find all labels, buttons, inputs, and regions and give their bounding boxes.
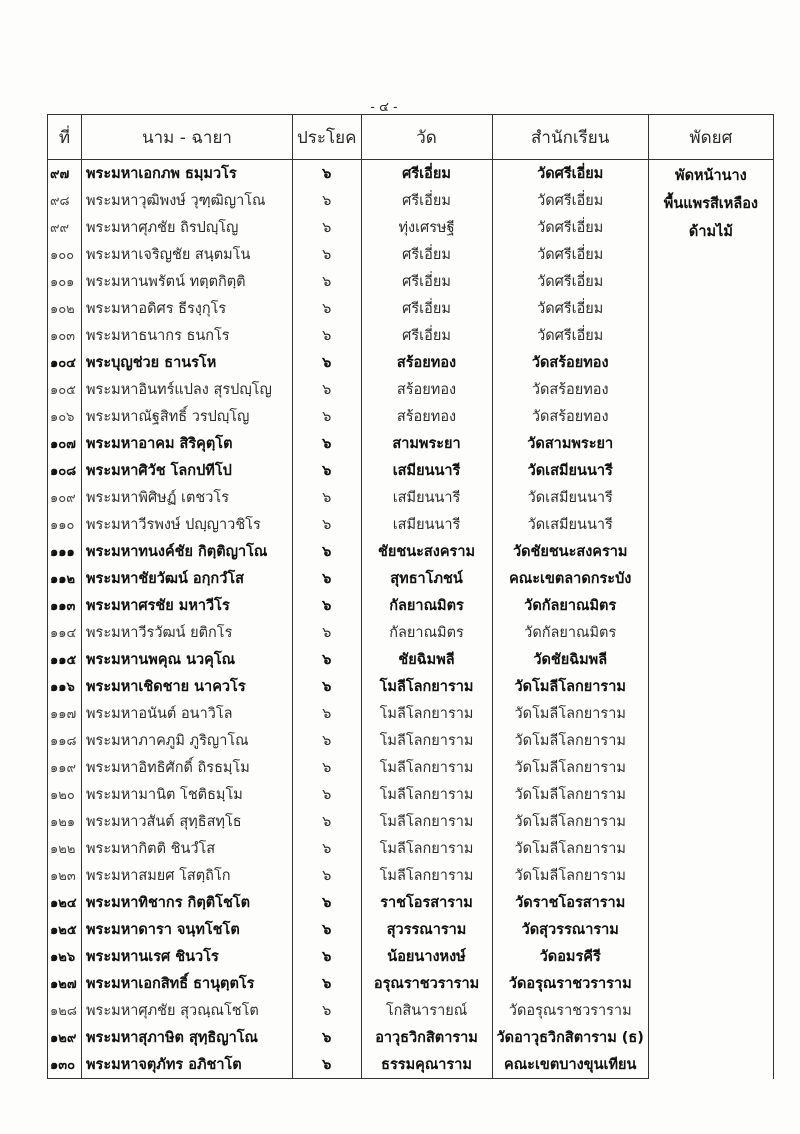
school: วัดโมลีโลกยาราม bbox=[492, 808, 648, 835]
row-number: ๑๑๕ bbox=[48, 646, 82, 673]
temple: สร้อยทอง bbox=[361, 349, 492, 376]
temple: สุวรรณาราม bbox=[361, 916, 492, 943]
monk-name: พระมหานพคุณ นวคุโณ bbox=[82, 646, 293, 673]
row-number: ๑๑๓ bbox=[48, 592, 82, 619]
level: ๖ bbox=[293, 295, 362, 322]
monk-name: พระมหาอาคม สิริคุตฺโต bbox=[82, 430, 293, 457]
row-number: ๑๐๕ bbox=[48, 376, 82, 403]
row-number: ๙๘ bbox=[48, 187, 82, 214]
header-name: นาม - ฉายา bbox=[82, 115, 293, 160]
level: ๖ bbox=[293, 268, 362, 295]
temple: สร้อยทอง bbox=[361, 403, 492, 430]
level: ๖ bbox=[293, 160, 362, 188]
monk-name: พระมหาศิวัช โลกปทีโป bbox=[82, 457, 293, 484]
temple: ชัยฉิมพลี bbox=[361, 646, 492, 673]
row-number: ๑๒๑ bbox=[48, 808, 82, 835]
row-number: ๑๒๖ bbox=[48, 943, 82, 970]
row-number: ๑๑๒ bbox=[48, 565, 82, 592]
monk-name: พระมหาศุภชัย ถิรปญฺโญ bbox=[82, 214, 293, 241]
row-number: ๑๐๓ bbox=[48, 322, 82, 349]
temple: โมลีโลกยาราม bbox=[361, 700, 492, 727]
monk-name: พระมหากิตติ ชินวํโส bbox=[82, 835, 293, 862]
level: ๖ bbox=[293, 376, 362, 403]
page-number: - ๔ - bbox=[370, 100, 398, 115]
level: ๖ bbox=[293, 727, 362, 754]
school: วัดศรีเอี่ยม bbox=[492, 322, 648, 349]
school: วัดโมลีโลกยาราม bbox=[492, 754, 648, 781]
temple: เสมียนนารี bbox=[361, 484, 492, 511]
monk-name: พระมหาภาคภูมิ ภูริญาโณ bbox=[82, 727, 293, 754]
school: วัดชัยชนะสงคราม bbox=[492, 538, 648, 565]
monk-name: พระมหาวีรวัฒน์ ยติกโร bbox=[82, 619, 293, 646]
temple: โมลีโลกยาราม bbox=[361, 808, 492, 835]
fan-note bbox=[648, 160, 773, 1079]
school: วัดโมลีโลกยาราม bbox=[492, 862, 648, 889]
monk-name: พระมหาดารา จนฺทโชโต bbox=[82, 916, 293, 943]
level: ๖ bbox=[293, 349, 362, 376]
temple: ศรีเอี่ยม bbox=[361, 268, 492, 295]
level: ๖ bbox=[293, 322, 362, 349]
school: วัดอรุณราชวราราม bbox=[492, 997, 648, 1024]
school: วัดอาวุธวิกสิตาราม (ธ) bbox=[492, 1024, 648, 1051]
temple: ศรีเอี่ยม bbox=[361, 160, 492, 188]
temple: อรุณราชวราราม bbox=[361, 970, 492, 997]
temple: สุทธาโภชน์ bbox=[361, 565, 492, 592]
row-number: ๑๑๖ bbox=[48, 673, 82, 700]
school: วัดราชโอรสาราม bbox=[492, 889, 648, 916]
monk-name: พระมหาศรชัย มหาวีโร bbox=[82, 592, 293, 619]
temple: โมลีโลกยาราม bbox=[361, 781, 492, 808]
school: วัดศรีเอี่ยม bbox=[492, 268, 648, 295]
level: ๖ bbox=[293, 538, 362, 565]
row-number: ๙๙ bbox=[48, 214, 82, 241]
level: ๖ bbox=[293, 430, 362, 457]
level: ๖ bbox=[293, 835, 362, 862]
level: ๖ bbox=[293, 565, 362, 592]
monk-name: พระมหานเรศ ชินวโร bbox=[82, 943, 293, 970]
level: ๖ bbox=[293, 646, 362, 673]
level: ๖ bbox=[293, 808, 362, 835]
monk-name: พระมหาอดิศร ธีรงฺกุโร bbox=[82, 295, 293, 322]
school: วัดกัลยาณมิตร bbox=[492, 592, 648, 619]
level: ๖ bbox=[293, 889, 362, 916]
school: วัดเสมียนนารี bbox=[492, 511, 648, 538]
level: ๖ bbox=[293, 592, 362, 619]
school: วัดสุวรรณาราม bbox=[492, 916, 648, 943]
row-number: ๑๑๔ bbox=[48, 619, 82, 646]
monk-name: พระมหาวสันต์ สุทฺธิสทฺโธ bbox=[82, 808, 293, 835]
row-number: ๑๒๕ bbox=[48, 916, 82, 943]
temple: โมลีโลกยาราม bbox=[361, 835, 492, 862]
monk-name: พระมหาสุภาษิต สุทฺธิญาโณ bbox=[82, 1024, 293, 1051]
level: ๖ bbox=[293, 1024, 362, 1051]
level: ๖ bbox=[293, 619, 362, 646]
fan-note-line: พื้นแพรสีเหลือง bbox=[663, 196, 758, 212]
row-number: ๑๒๙ bbox=[48, 1024, 82, 1051]
level: ๖ bbox=[293, 997, 362, 1024]
header-temple: วัด bbox=[361, 115, 492, 160]
temple: ราชโอรสาราม bbox=[361, 889, 492, 916]
level: ๖ bbox=[293, 187, 362, 214]
monk-name: พระมหาอิทธิศักดิ์ ถิรธมฺโม bbox=[82, 754, 293, 781]
row-number: ๑๒๔ bbox=[48, 889, 82, 916]
monk-name: พระมหาอนันต์ อนาวิโล bbox=[82, 700, 293, 727]
monk-list-table bbox=[47, 114, 774, 1079]
row-number: ๑๒๐ bbox=[48, 781, 82, 808]
school: วัดเสมียนนารี bbox=[492, 457, 648, 484]
temple: โมลีโลกยาราม bbox=[361, 673, 492, 700]
school: วัดโมลีโลกยาราม bbox=[492, 673, 648, 700]
row-number: ๑๑๐ bbox=[48, 511, 82, 538]
level: ๖ bbox=[293, 403, 362, 430]
row-number: ๑๑๙ bbox=[48, 754, 82, 781]
row-number: ๑๐๙ bbox=[48, 484, 82, 511]
temple: ทุ่งเศรษฐี bbox=[361, 214, 492, 241]
school: วัดสร้อยทอง bbox=[492, 403, 648, 430]
monk-name: พระมหาเอกสิทธิ์ ธานุตฺตโร bbox=[82, 970, 293, 997]
level: ๖ bbox=[293, 1051, 362, 1079]
temple: น้อยนางหงษ์ bbox=[361, 943, 492, 970]
row-number: ๑๐๒ bbox=[48, 295, 82, 322]
row-number: ๑๒๓ bbox=[48, 862, 82, 889]
row-number: ๑๐๔ bbox=[48, 349, 82, 376]
school: วัดสามพระยา bbox=[492, 430, 648, 457]
temple: สร้อยทอง bbox=[361, 376, 492, 403]
school: คณะเขตบางขุนเทียน bbox=[492, 1051, 648, 1079]
school: วัดศรีเอี่ยม bbox=[492, 187, 648, 214]
level: ๖ bbox=[293, 484, 362, 511]
temple: ศรีเอี่ยม bbox=[361, 295, 492, 322]
level: ๖ bbox=[293, 700, 362, 727]
school: คณะเขตลาดกระบัง bbox=[492, 565, 648, 592]
monk-name: พระมหาจตุภัทร อภิชาโต bbox=[82, 1051, 293, 1079]
school: วัดอมรคีรี bbox=[492, 943, 648, 970]
temple: ธรรมคุณาราม bbox=[361, 1051, 492, 1079]
school: วัดโมลีโลกยาราม bbox=[492, 781, 648, 808]
row-number: ๑๒๘ bbox=[48, 997, 82, 1024]
monk-name: พระมหาทนงค์ชัย กิตฺติญาโณ bbox=[82, 538, 293, 565]
school: วัดศรีเอี่ยม bbox=[492, 241, 648, 268]
temple: กัลยาณมิตร bbox=[361, 619, 492, 646]
school: วัดสร้อยทอง bbox=[492, 376, 648, 403]
temple: สามพระยา bbox=[361, 430, 492, 457]
row-number: ๑๐๐ bbox=[48, 241, 82, 268]
fan-note-line: พัดหน้านาง bbox=[675, 168, 747, 184]
temple: ชัยชนะสงคราม bbox=[361, 538, 492, 565]
monk-name: พระมหาสมยศ โสตฺถิโก bbox=[82, 862, 293, 889]
level: ๖ bbox=[293, 862, 362, 889]
row-number: ๑๑๘ bbox=[48, 727, 82, 754]
monk-name: พระมหาเชิดชาย นาควโร bbox=[82, 673, 293, 700]
table-row bbox=[48, 160, 774, 188]
temple: ศรีเอี่ยม bbox=[361, 322, 492, 349]
row-number: ๑๓๐ bbox=[48, 1051, 82, 1079]
fan-note-line: ด้ามไม้ bbox=[688, 224, 733, 240]
header-level: ประโยค bbox=[293, 115, 362, 160]
monk-name: พระมหาวุฒิพงษ์ วุฑฺฒิญาโณ bbox=[82, 187, 293, 214]
level: ๖ bbox=[293, 916, 362, 943]
school: วัดเสมียนนารี bbox=[492, 484, 648, 511]
school: วัดศรีเอี่ยม bbox=[492, 160, 648, 188]
row-number: ๑๑๗ bbox=[48, 700, 82, 727]
temple: ศรีเอี่ยม bbox=[361, 187, 492, 214]
level: ๖ bbox=[293, 754, 362, 781]
row-number: ๑๐๗ bbox=[48, 430, 82, 457]
temple: อาวุธวิกสิตาราม bbox=[361, 1024, 492, 1051]
monk-name: พระมหานพรัตน์ ทตฺตกิตฺติ bbox=[82, 268, 293, 295]
temple: ศรีเอี่ยม bbox=[361, 241, 492, 268]
monk-name: พระบุญช่วย ธานรโห bbox=[82, 349, 293, 376]
monk-name: พระมหาธนากร ธนกโร bbox=[82, 322, 293, 349]
school: วัดโมลีโลกยาราม bbox=[492, 727, 648, 754]
temple: โมลีโลกยาราม bbox=[361, 727, 492, 754]
row-number: ๙๗ bbox=[48, 160, 82, 188]
level: ๖ bbox=[293, 214, 362, 241]
school: วัดศรีเอี่ยม bbox=[492, 295, 648, 322]
row-number: ๑๐๖ bbox=[48, 403, 82, 430]
school: วัดสร้อยทอง bbox=[492, 349, 648, 376]
school: วัดโมลีโลกยาราม bbox=[492, 835, 648, 862]
level: ๖ bbox=[293, 241, 362, 268]
row-number: ๑๑๑ bbox=[48, 538, 82, 565]
table-header bbox=[48, 115, 774, 160]
temple: โมลีโลกยาราม bbox=[361, 862, 492, 889]
temple: โมลีโลกยาราม bbox=[361, 754, 492, 781]
row-number: ๑๒๒ bbox=[48, 835, 82, 862]
header-fan: พัดยศ bbox=[648, 115, 773, 160]
school: วัดกัลยาณมิตร bbox=[492, 619, 648, 646]
monk-name: พระมหาอินทร์แปลง สุรปญฺโญ bbox=[82, 376, 293, 403]
header-no: ที่ bbox=[48, 115, 82, 160]
monk-name: พระมหามานิต โชติธมฺโม bbox=[82, 781, 293, 808]
school: วัดโมลีโลกยาราม bbox=[492, 700, 648, 727]
monk-name: พระมหาณัฐสิทธิ์ วรปญฺโญ bbox=[82, 403, 293, 430]
monk-name: พระมหาวีรพงษ์ ปญฺญาวชิโร bbox=[82, 511, 293, 538]
monk-name: พระมหาเจริญชัย สนฺตมโน bbox=[82, 241, 293, 268]
row-number: ๑๒๗ bbox=[48, 970, 82, 997]
level: ๖ bbox=[293, 511, 362, 538]
level: ๖ bbox=[293, 781, 362, 808]
school: วัดอรุณราชวราราม bbox=[492, 970, 648, 997]
monk-name: พระมหาศุภชัย สุวณฺณโชโต bbox=[82, 997, 293, 1024]
level: ๖ bbox=[293, 673, 362, 700]
monk-name: พระมหาชัยวัฒน์ อกฺกวํโส bbox=[82, 565, 293, 592]
school: วัดชัยฉิมพลี bbox=[492, 646, 648, 673]
level: ๖ bbox=[293, 970, 362, 997]
temple: เสมียนนารี bbox=[361, 457, 492, 484]
header-school: สำนักเรียน bbox=[492, 115, 648, 160]
temple: กัลยาณมิตร bbox=[361, 592, 492, 619]
monk-name: พระมหาทิชากร กิตฺติโชโต bbox=[82, 889, 293, 916]
monk-name: พระมหาเอกภพ ธมฺมวโร bbox=[82, 160, 293, 188]
level: ๖ bbox=[293, 943, 362, 970]
monk-name: พระมหาพิศิษฏ์ เตชวโร bbox=[82, 484, 293, 511]
row-number: ๑๐๑ bbox=[48, 268, 82, 295]
temple: โกสินารายณ์ bbox=[361, 997, 492, 1024]
row-number: ๑๐๘ bbox=[48, 457, 82, 484]
level: ๖ bbox=[293, 457, 362, 484]
temple: เสมียนนารี bbox=[361, 511, 492, 538]
school: วัดศรีเอี่ยม bbox=[492, 214, 648, 241]
